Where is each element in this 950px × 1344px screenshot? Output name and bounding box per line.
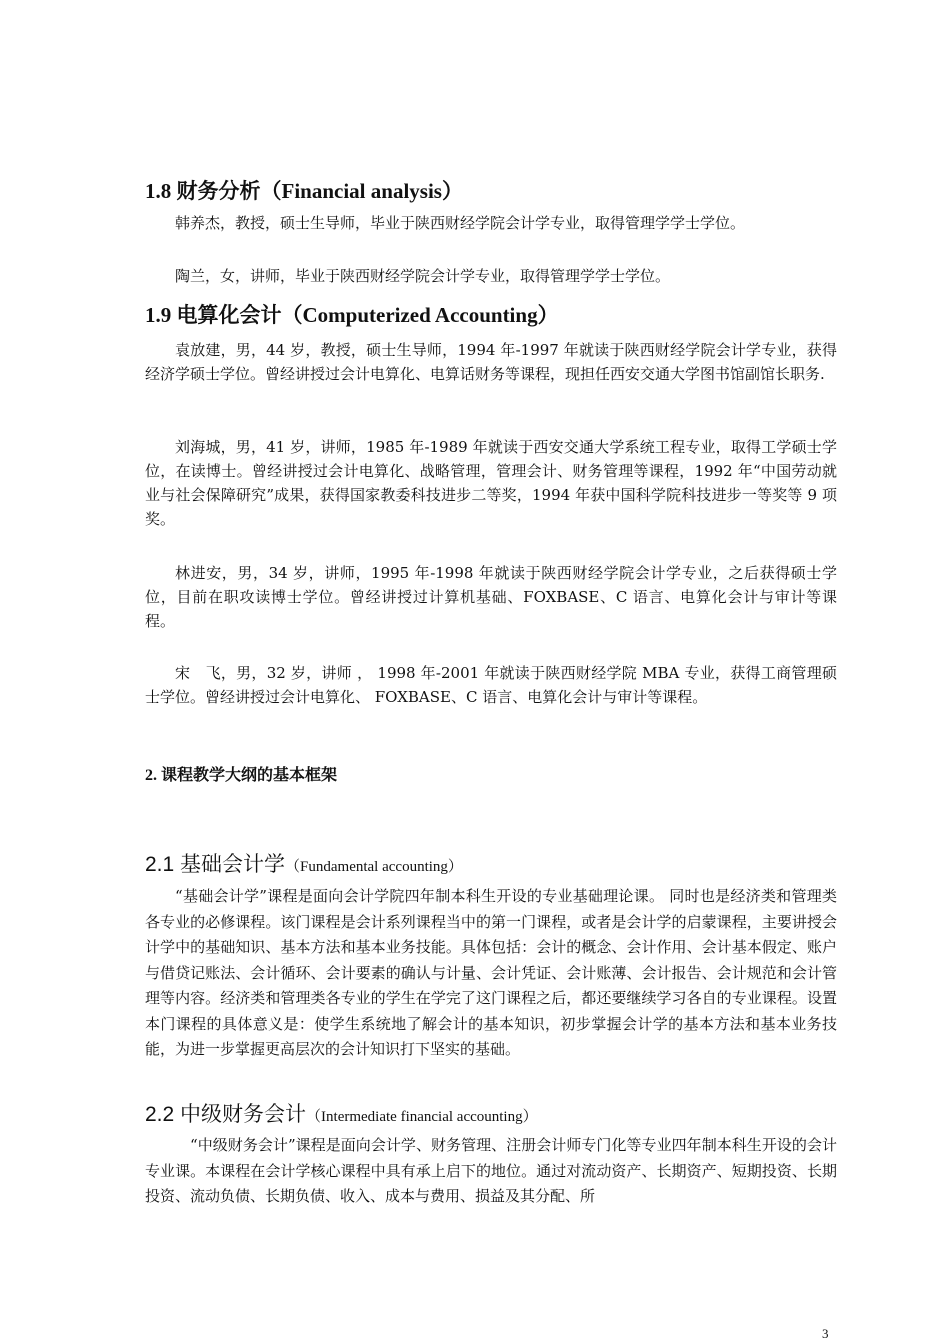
heading-2-2-title: 2.2 中级财务会计 bbox=[145, 1103, 307, 1126]
paragraph-tao-lan: 陶兰，女，讲师，毕业于陕西财经学院会计学专业，取得管理学学士学位。 bbox=[175, 267, 671, 285]
paragraph-song-fei: 宋 飞，男，32 岁，讲师 ， 1998 年-2001 年就读于陕西财经学院 MBA 专业，获得工商管理硕士学位。曾经讲授过会计电算化、 FOXBASE、C 语言、电算化会计与审计等课程。 bbox=[145, 664, 837, 706]
page-number: 3 bbox=[822, 1326, 829, 1341]
section-heading-2-2 bbox=[145, 1098, 538, 1128]
heading-2-2-english: （Intermediate financial accounting） bbox=[306, 1109, 538, 1125]
section-heading-1-9: 1.9 电算化会计（Computerized Accounting） bbox=[145, 303, 559, 327]
paragraph-lin-jinan: 林进安，男，34 岁，讲师，1995 年-1998 年就读于陕西财经学院会计学专业，之后获得硕士学位，目前在职攻读博士学位。曾经讲授过计算机基础、FOXBASE、C 语言、电算化会计与审计等课程。 bbox=[145, 564, 837, 630]
paragraph-intermediate-accounting: “中级财务会计”课程是面向会计学、财务管理、注册会计师专门化等专业四年制本科生开设的会计专业课。本课程在会计学核心课程中具有承上启下的地位。通过对流动资产、长期资产、短期投资、长期投资、流动负债、长期负债、收入、成本与费用、损益及其分配、所 bbox=[145, 1136, 837, 1205]
section-heading-2: 2. 课程教学大纲的基本框架 bbox=[145, 767, 338, 784]
heading-2-1-english: （Fundamental accounting） bbox=[285, 859, 463, 875]
paragraph-fundamental-accounting: “基础会计学”课程是面向会计学院四年制本科生开设的专业基础理论课。 同时也是经济类和管理类各专业的必修课程。该门课程是会计系列课程当中的第一门课程，或者是会计学的启蒙课程，主要讲授会计学中的基础知识、基本方法和基本业务技能。具体包括：会计的概念、会计作用、会计基本假定、账户与借贷记账法、会计循环、会计要素的确认与计量、会计凭证、会计账薄、会计报告、会计规范和会计管理等内容。经济类和管理类各专业的学生在学完了这门课程之后，都还要继续学习各自的专业课程。设置本门课程的具体意义是：使学生系统地了解会计的基本知识，初步掌握会计学的基本方法和基本业务技能，为进一步掌握更高层次的会计知识打下坚实的基础。 bbox=[145, 887, 837, 1058]
heading-2-1-title: 2.1 基础会计学 bbox=[145, 853, 286, 876]
paragraph-liu-haicheng: 刘海城，男，41 岁，讲师，1985 年-1989 年就读于西安交通大学系统工程专业，取得工学硕士学位，在读博士。曾经讲授过会计电算化、战略管理，管理会计、财务管理等课程，1992 年“中国劳动就业与社会保障研究”成果，获得国家教委科技进步二等奖，1994 年获中国科学院科技进步一等奖等 9 项奖。 bbox=[145, 438, 837, 528]
paragraph-han-yangjie: 韩养杰，教授，硕士生导师，毕业于陕西财经学院会计学专业，取得管理学学士学位。 bbox=[175, 214, 746, 232]
paragraph-yuan-fangjian: 袁放建，男，44 岁，教授，硕士生导师，1994 年-1997 年就读于陕西财经学院会计学专业，获得经济学硕士学位。曾经讲授过会计电算化、电算话财务等课程，现担任西安交通大学图书馆副馆长职务. bbox=[145, 341, 837, 383]
section-heading-2-1 bbox=[145, 848, 463, 878]
section-heading-1-8: 1.8 财务分析（Financial analysis） bbox=[145, 179, 463, 203]
